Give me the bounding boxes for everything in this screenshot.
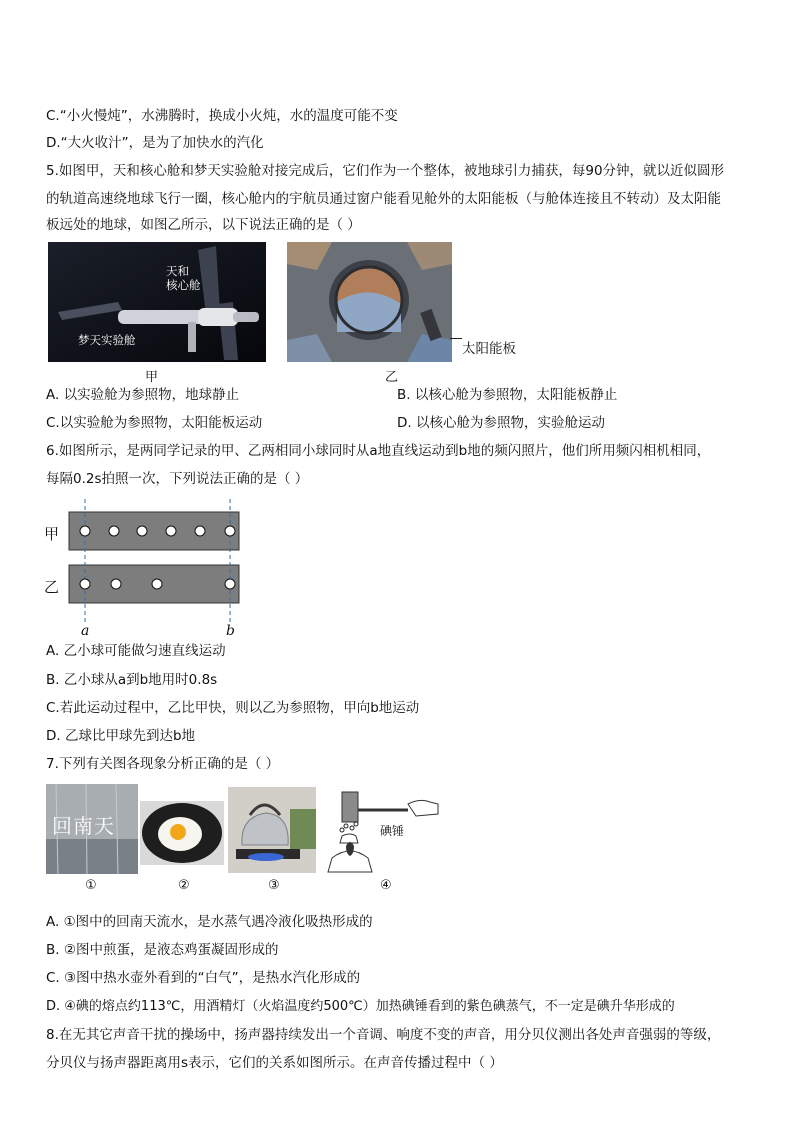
- mark-b: b: [226, 623, 235, 639]
- kettle-photo: [228, 787, 316, 873]
- row-label-yi: 乙: [44, 578, 60, 596]
- strobe-photo-figure: [44, 497, 254, 642]
- q5-stem-line1: 5.如图甲，天和核心舱和梦天实验舱对接完成后，它们作为一个整体，被地球引力捕获，每90分钟，就以近似圆形: [46, 163, 725, 179]
- space-station-photo: [48, 242, 266, 362]
- q6-option-c: C.若此运动过程中，乙比甲快，则以乙为参照物，甲向b地运动: [46, 700, 420, 716]
- q7-option-a: A. ①图中的回南天流水，是水蒸气遇冷液化吸热形成的: [46, 914, 373, 930]
- q7-option-c: C. ③图中热水壶外看到的“白气”，是热水汽化形成的: [46, 970, 361, 986]
- figure-caption-yi: 乙: [385, 370, 399, 385]
- q7-stem: 7.下列有关图各现象分析正确的是（ ）: [46, 756, 280, 772]
- q6-stem-line2: 每隔0.2s拍照一次，下列说法正确的是（ ）: [46, 471, 309, 487]
- cupola-window-photo: [287, 242, 452, 362]
- q8-stem-line1: 8.在无其它声音干扰的操场中，扬声器持续发出一个音调、响度不变的声音，用分贝仪测出各处声音强弱的等级，: [46, 1027, 721, 1043]
- solar-panel-leader-line: [450, 338, 462, 339]
- mark-a: a: [81, 623, 90, 639]
- q6-stem-line1: 6.如图所示，是两同学记录的甲、乙两相同小球同时从a地直线运动到b地的频闪照片，他们所用频闪相机相同，: [46, 443, 711, 459]
- q8-stem-line2: 分贝仪与扬声器距离用s表示，它们的关系如图所示。在声音传播过程中（ ）: [46, 1055, 503, 1071]
- q7-option-d: D. ④碘的熔点约113℃，用酒精灯（火焰温度约500℃）加热碘锤看到的紫色碘蒸气，不一定是碘升华形成的: [46, 999, 675, 1014]
- fried-egg-photo: [140, 801, 224, 865]
- wet-wall-photo: [46, 784, 138, 874]
- cupola-illustration: [287, 242, 452, 362]
- caption-2: ②: [178, 878, 190, 893]
- q5-option-a: A. 以实验舱为参照物，地球静止: [46, 387, 240, 403]
- figure-caption-jia: 甲: [145, 370, 159, 385]
- row-label-jia: 甲: [44, 525, 60, 543]
- label-iodine-hammer: 碘锤: [380, 824, 405, 838]
- q4-option-c: C.“小火慢炖”，水沸腾时，换成小火炖，水的温度可能不变: [46, 108, 398, 124]
- caption-4: ④: [380, 878, 392, 893]
- caption-3: ③: [268, 878, 280, 893]
- caption-1: ①: [85, 878, 97, 893]
- q5-stem-line2: 的轨道高速绕地球飞行一圈，核心舱内的宇航员通过窗户能看见舱外的太阳能板（与舱体连接且不转动）及太阳能: [46, 191, 721, 207]
- wall-writing: 回南天: [52, 814, 115, 838]
- q4-option-d: D.“大火收汁”，是为了加快水的汽化: [46, 135, 264, 151]
- q5-option-d: D. 以核心舱为参照物，实验舱运动: [397, 415, 605, 431]
- label-tianhe-line2: 核心舱: [166, 278, 201, 292]
- q5-option-b: B. 以核心舱为参照物，太阳能板静止: [397, 387, 618, 403]
- fried-egg-illustration: [140, 801, 224, 865]
- q5-option-c: C.以实验舱为参照物，太阳能板运动: [46, 415, 263, 431]
- q6-option-b: B. 乙小球从a到b地用时0.8s: [46, 672, 218, 688]
- label-solar-panel: 太阳能板: [462, 341, 516, 357]
- label-mengtian: 梦天实验舱: [78, 333, 136, 347]
- q7-option-b: B. ②图中煎蛋，是液态鸡蛋凝固形成的: [46, 942, 279, 958]
- strobe-strips: [44, 497, 254, 642]
- label-tianhe-line1: 天和: [166, 264, 189, 278]
- kettle-illustration: [228, 787, 316, 873]
- iodine-hammer-figure: [320, 788, 460, 876]
- q6-option-d: D. 乙球比甲球先到达b地: [46, 728, 196, 744]
- q6-option-a: A. 乙小球可能做匀速直线运动: [46, 643, 226, 659]
- q5-stem-line3: 板远处的地球，如图乙所示，以下说法正确的是（ ）: [46, 217, 361, 233]
